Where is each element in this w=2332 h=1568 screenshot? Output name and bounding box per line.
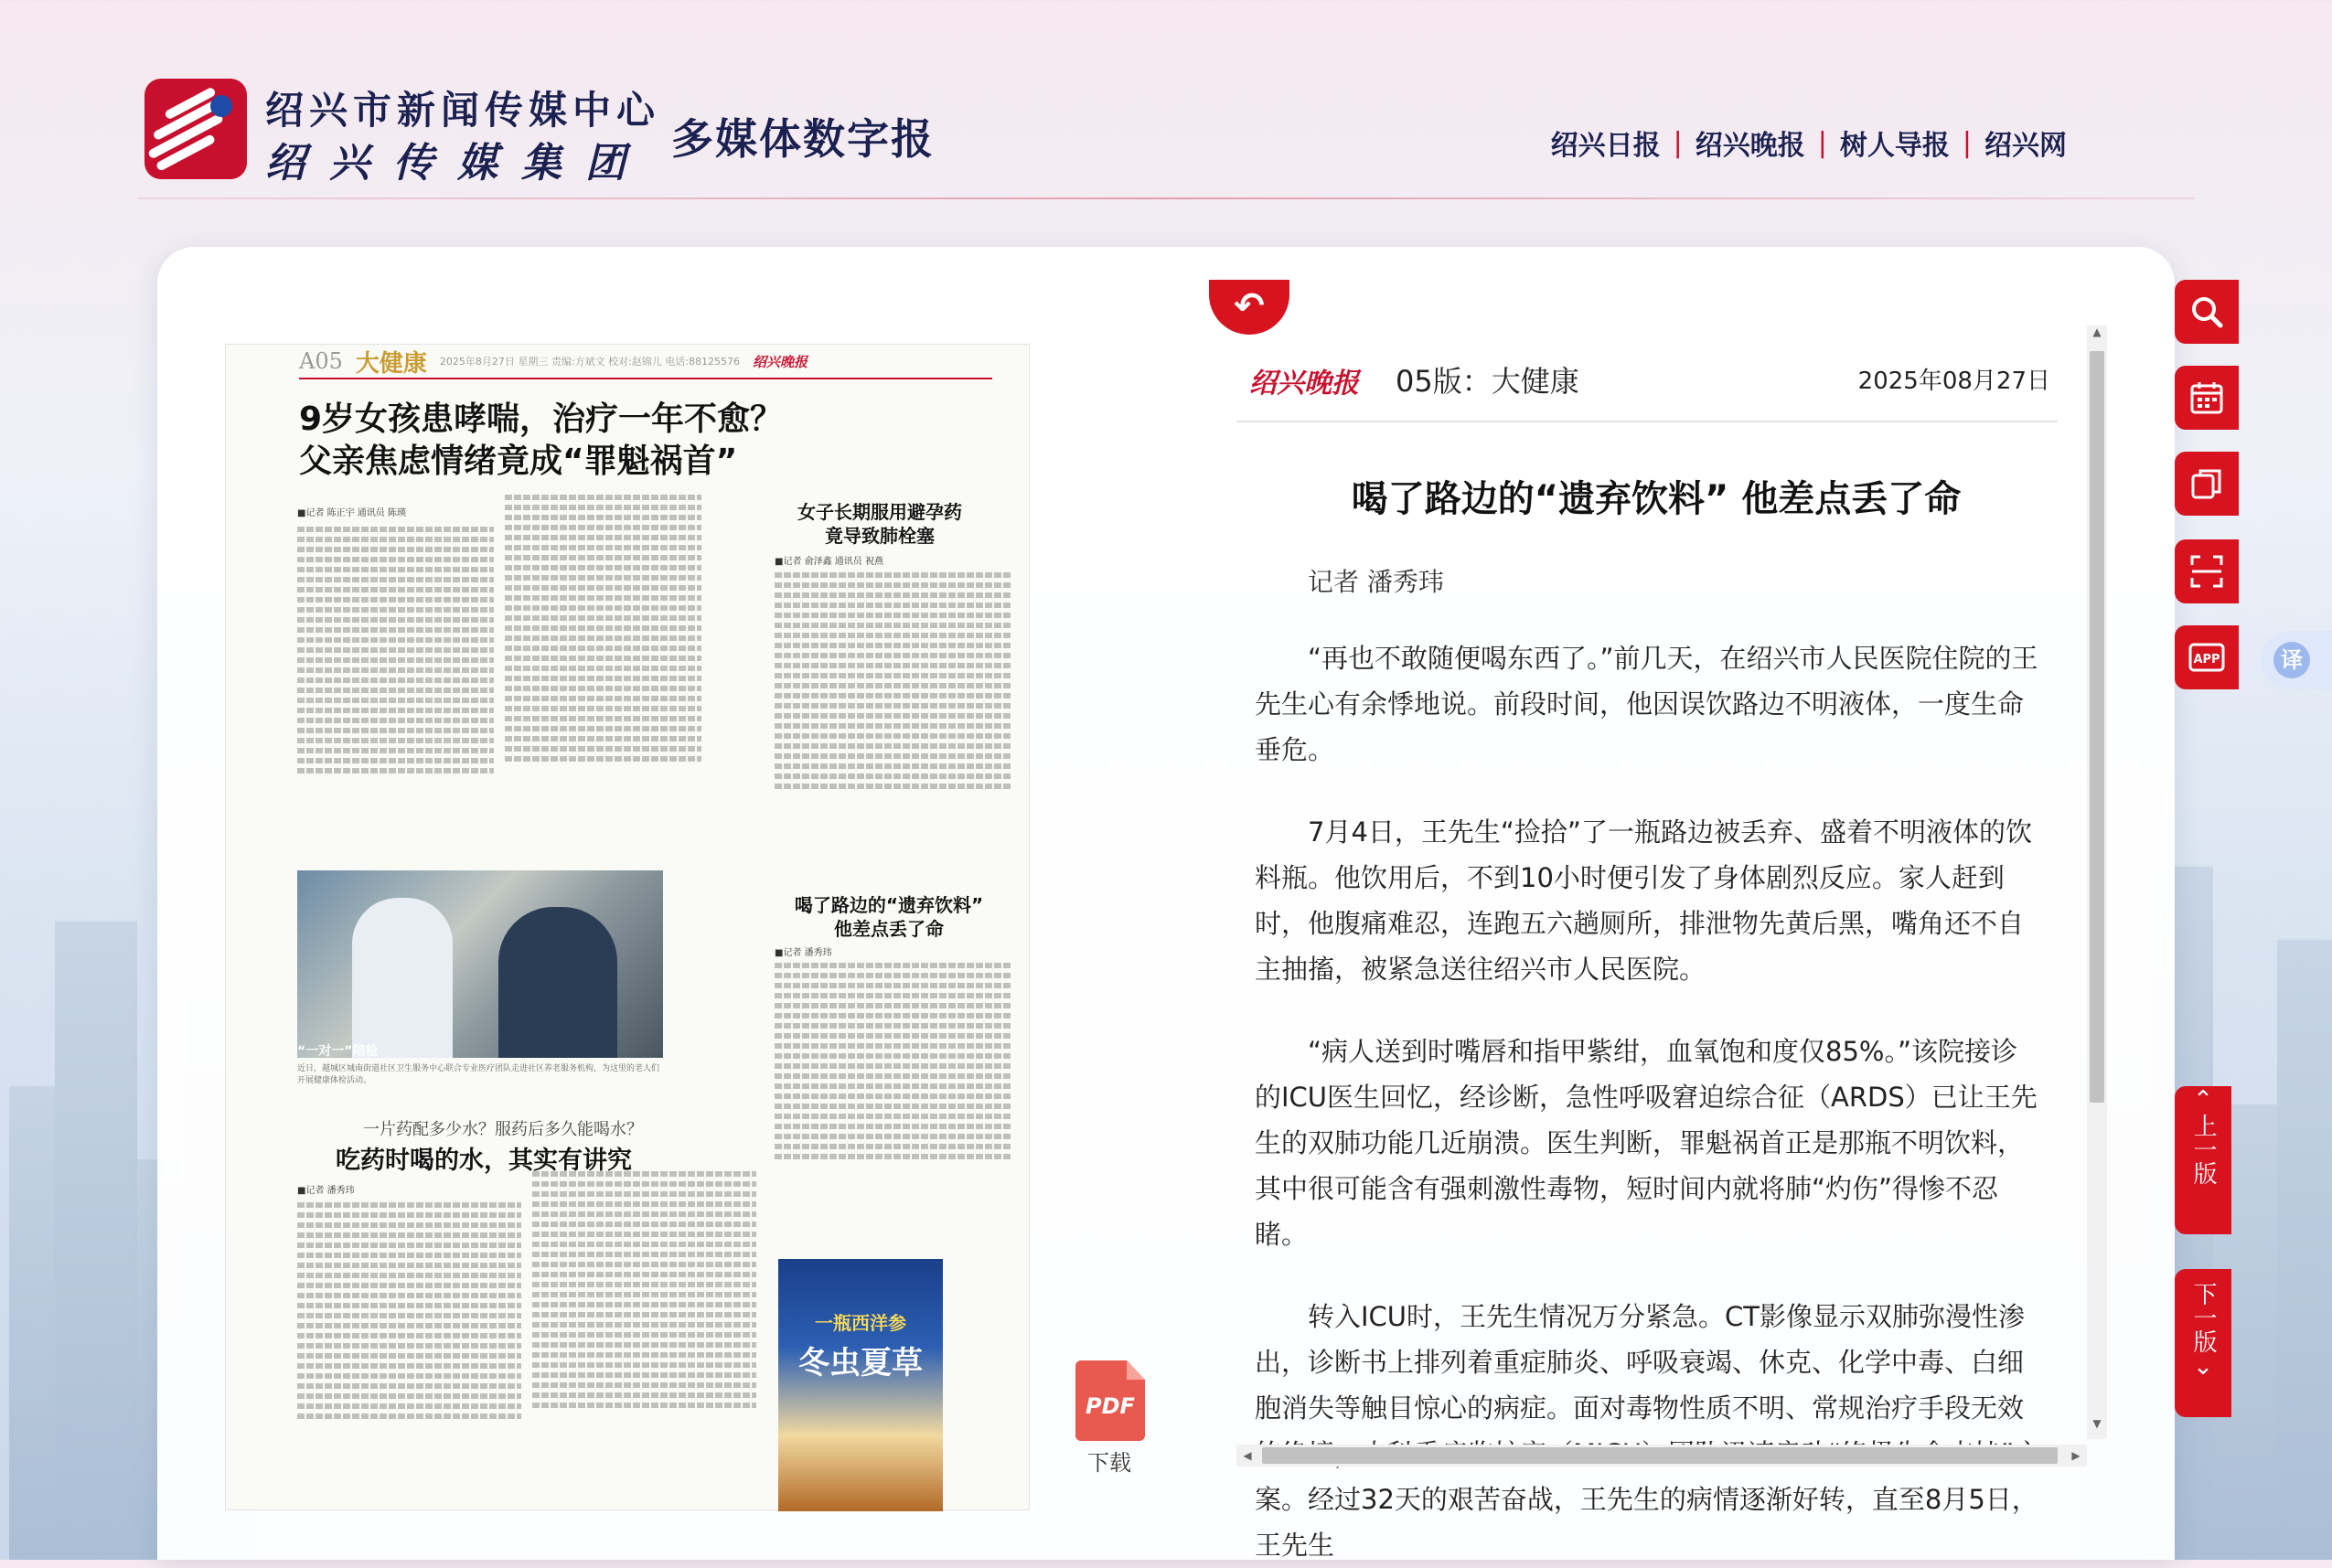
site-header: [0, 0, 2332, 199]
app-button[interactable]: [2175, 625, 2239, 689]
article-paragraph: “病人送到时嘴唇和指甲紫绀，血氧饱和度仅85%。”该院接诊的ICU医生回忆，经诊断，急性呼吸窘迫综合征（ARDS）已让王先生的双肺功能几近崩溃。医生判断，罪魁祸首正是那瓶不明饮料，其中很可能含有强刺激性毒物，短时间内就将肺“灼伤”得惨不忍睹。: [1255, 1036, 2038, 1250]
pdf-download-label[interactable]: 下载: [1087, 1450, 1131, 1476]
prev-page-label: 上一版: [2189, 1114, 2217, 1185]
text-column[interactable]: [775, 569, 1012, 875]
article-paragraph: 7月4日，王先生“捡拾”了一瓶路边被丢弃、盛着不明液体的饮料瓶。他饮用后，不到10小时便引发了身体剧烈反应。家人赶到时，他腹痛难忍，连跑五六趟厕所，排泄物先黄后黑，嘴角还不自主抽搐，被紧急送往绍兴市人民医院。: [1255, 816, 2032, 985]
nav-separator: |: [1817, 126, 1827, 159]
story-headline-line1[interactable]: 9岁女孩患哮喘，治疗一年不愈？: [299, 400, 784, 438]
article-date: 2025年08月27日: [1857, 368, 2050, 395]
article-paragraph: “再也不敢随便喝东西了。”前几天，在绍兴市人民医院住院的王先生心有余悸地说。前段时间，他因误饮路边不明液体，一度生命垂危。: [1255, 643, 2038, 765]
article-page-label: 05版：大健康: [1396, 364, 1579, 399]
page-brand: 绍兴晚报: [752, 353, 808, 370]
nav-separator: |: [1962, 126, 1972, 159]
news-photo[interactable]: [297, 870, 663, 1058]
scroll-up-arrow-icon[interactable]: ▲: [2092, 325, 2102, 338]
scan-icon: [2189, 554, 2224, 589]
ad-headline: 一瓶西洋参: [815, 1312, 906, 1334]
side-story-byline: ■记者 俞泽鑫 通讯员 祝燕: [775, 557, 883, 567]
photo-note: 近日，越城区城南街道社区卫生服务中心联合专业医疗团队走进社区养老服务机构，为这里的老人们开展健康体检活动。: [297, 1064, 660, 1085]
scroll-down-arrow-icon[interactable]: ▼: [2092, 1417, 2102, 1430]
horizontal-scroll-thumb[interactable]: [1262, 1447, 2058, 1464]
story-3-kicker: 一片药配多少水？服药后多久能喝水？: [363, 1120, 643, 1139]
nav-link-shaoxing-net[interactable]: 绍兴网: [1984, 130, 2067, 162]
chevron-down-icon: ⌄: [2193, 1353, 2213, 1381]
article-header: [1236, 325, 2058, 422]
vertical-scrollbar[interactable]: [2087, 325, 2107, 1439]
translate-icon: 译: [2273, 642, 2310, 678]
horizontal-scrollbar[interactable]: [1236, 1445, 2087, 1467]
scroll-left-arrow-icon[interactable]: ◀: [1243, 1449, 1252, 1462]
prev-page-button[interactable]: [2175, 1086, 2231, 1234]
nav-link-shaoxing-daily[interactable]: 绍兴日报: [1550, 130, 1661, 162]
page-number: A05: [299, 348, 343, 374]
story-3-byline: ■记者 潘秀玮: [297, 1186, 355, 1196]
group-name: 绍兴传媒集团: [265, 140, 649, 187]
side-story-byline-2: ■记者 潘秀玮: [775, 948, 832, 958]
translate-button[interactable]: [2261, 631, 2332, 689]
pdf-icon-label: PDF: [1086, 1393, 1135, 1419]
vertical-scroll-thumb[interactable]: [2090, 351, 2104, 1103]
story-byline: ■记者 陈正宇 通讯员 陈瑛: [297, 508, 406, 518]
nav-link-shuren[interactable]: 树人导报: [1839, 130, 1950, 162]
photo-caption: “一对一”陪检: [297, 1044, 379, 1059]
chevron-up-icon: ⌃: [2193, 1086, 2213, 1114]
group-logo[interactable]: [144, 79, 247, 179]
search-icon: [2189, 294, 2224, 329]
side-story-headline[interactable]: 女子长期服用避孕药 竟导致肺栓塞: [797, 501, 962, 547]
ad-title: 冬虫夏草: [798, 1345, 923, 1381]
text-column[interactable]: [505, 491, 701, 861]
copy-icon: [2189, 466, 2224, 501]
article-panel: [1236, 325, 2111, 1561]
next-page-label: 下一版: [2189, 1282, 2217, 1353]
text-column[interactable]: [532, 1168, 756, 1506]
newspaper-page-image[interactable]: [225, 344, 1030, 1510]
article-brand: 绍兴晚报: [1249, 368, 1359, 400]
site-title: 多媒体数字报: [671, 114, 935, 164]
calendar-icon: [2189, 380, 2224, 415]
side-story-headline-2[interactable]: 喝了路边的“遗弃饮料” 他差点丢了命: [794, 894, 984, 940]
text-column[interactable]: [297, 523, 494, 861]
article-author: 记者 潘秀玮: [1308, 567, 1444, 597]
page-meta: 2025年8月27日 星期三 责编:方斌文 校对:赵锦儿 电话:88125576: [439, 356, 740, 368]
page-header-strip: [299, 345, 992, 379]
return-arrow-icon: ↶: [1234, 285, 1265, 327]
text-column[interactable]: [297, 1199, 521, 1506]
search-button[interactable]: [2175, 280, 2239, 344]
org-name: 绍兴市新闻传媒中心: [265, 88, 661, 133]
advertisement[interactable]: [778, 1259, 943, 1511]
article-paragraph: 转入ICU时，王先生情况万分紧急。CT影像显示双肺弥漫性渗出，诊断书上排列着重症肺炎、呼吸衰竭、休克、化学中毒、白细胞消失等触目惊心的病症。面对毒物性质不明、常规治疗手段无效 案。经过32天的艰苦奋战，王先生的病情逐渐好转，直至8月5日，王先生: [1255, 1301, 2038, 1561]
article-body[interactable]: [1236, 424, 2076, 1561]
photo-figure-patient: [498, 907, 617, 1058]
text-column[interactable]: [775, 959, 1012, 1250]
scroll-right-arrow-icon[interactable]: ▶: [2071, 1449, 2081, 1462]
pdf-download-button[interactable]: [1075, 1360, 1145, 1445]
page-section: 大健康: [355, 349, 427, 378]
nav-link-shaoxing-evening[interactable]: 绍兴晚报: [1695, 130, 1805, 162]
header-divider: [137, 197, 2195, 199]
next-page-button[interactable]: [2175, 1269, 2231, 1417]
app-icon: [2189, 640, 2224, 675]
story-3-headline[interactable]: 吃药时喝的水，其实有讲究: [336, 1147, 632, 1175]
top-nav: [1551, 123, 2067, 163]
svg-text:APP: APP: [2193, 653, 2220, 667]
copy-button[interactable]: [2175, 452, 2239, 516]
nav-separator: |: [1673, 126, 1683, 159]
article-title: 喝了路边的“遗弃饮料” 他差点丢了命: [1351, 478, 1962, 520]
photo-figure-nurse: [352, 898, 453, 1058]
story-headline-line2[interactable]: 父亲焦虑情绪竟成“罪魁祸首”: [299, 443, 738, 480]
calendar-button[interactable]: [2175, 366, 2239, 430]
scan-button[interactable]: [2175, 539, 2239, 603]
